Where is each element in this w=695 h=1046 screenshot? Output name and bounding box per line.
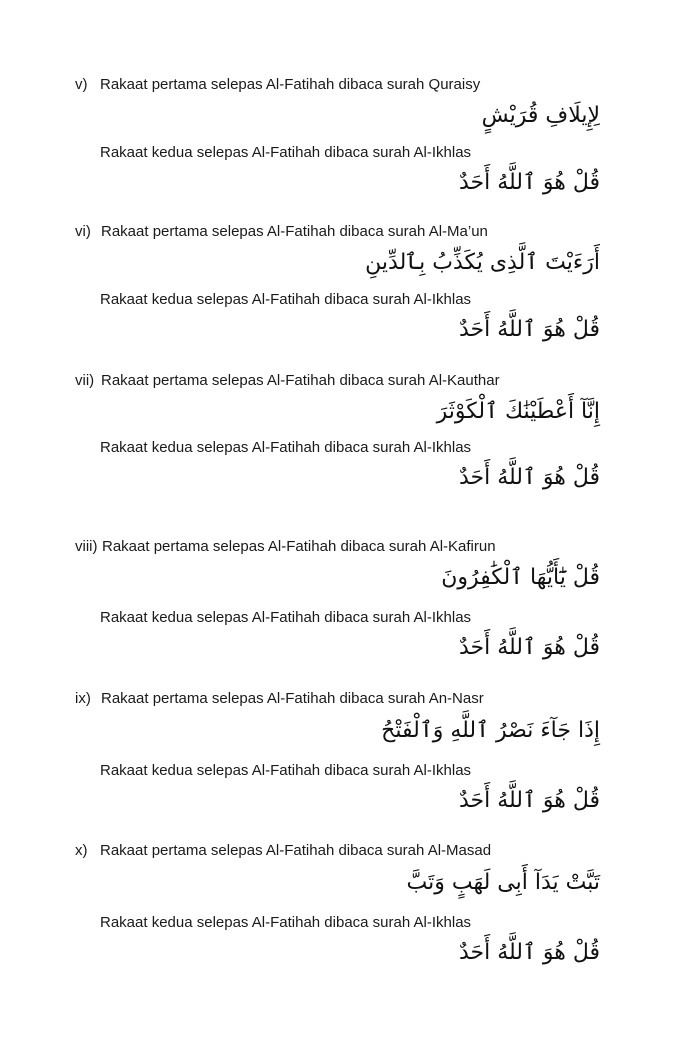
- first-rakaat-text: Rakaat pertama selepas Al-Fatihah dibaca surah An-Nasr: [101, 690, 484, 707]
- arabic-verse-nasr: إِذَا جَآءَ نَصْرُ ٱللَّهِ وَٱلْفَتْحُ: [381, 718, 600, 743]
- section-ix-first-line: [75, 690, 484, 708]
- section-number: ix): [75, 690, 91, 707]
- arabic-verse-ikhlas: قُلْ هُوَ ٱللَّهُ أَحَدٌ: [458, 635, 600, 660]
- first-rakaat-text: Rakaat pertama selepas Al-Fatihah dibaca surah Al-Kauthar: [101, 372, 500, 389]
- arabic-verse-maun: أَرَءَيْتَ ٱلَّذِى يُكَذِّبُ بِٱلدِّينِ: [365, 250, 600, 275]
- second-rakaat-text: Rakaat kedua selepas Al-Fatihah dibaca surah Al-Ikhlas: [100, 291, 472, 308]
- second-rakaat-text: Rakaat kedua selepas Al-Fatihah dibaca surah Al-Ikhlas: [100, 762, 472, 779]
- section-viii-first-line: [75, 538, 496, 556]
- second-rakaat-text: Rakaat kedua selepas Al-Fatihah dibaca surah Al-Ikhlas: [100, 914, 472, 931]
- arabic-verse-ikhlas: قُلْ هُوَ ٱللَّهُ أَحَدٌ: [458, 940, 600, 965]
- first-rakaat-text: Rakaat pertama selepas Al-Fatihah dibaca surah Al-Masad: [100, 842, 492, 859]
- section-vii-first-line: [75, 372, 500, 390]
- first-rakaat-text: Rakaat pertama selepas Al-Fatihah dibaca surah Al-Ma’un: [101, 223, 488, 240]
- second-rakaat-text: Rakaat kedua selepas Al-Fatihah dibaca surah Al-Ikhlas: [100, 439, 472, 456]
- section-v-first-line: [75, 76, 480, 94]
- second-rakaat-text: Rakaat kedua selepas Al-Fatihah dibaca surah Al-Ikhlas: [100, 609, 472, 626]
- second-rakaat-text: Rakaat kedua selepas Al-Fatihah dibaca surah Al-Ikhlas: [100, 144, 472, 161]
- section-number: viii): [75, 538, 98, 555]
- arabic-verse-ikhlas: قُلْ هُوَ ٱللَّهُ أَحَدٌ: [458, 465, 600, 490]
- arabic-verse-kafirun: قُلْ يَٰٓأَيُّهَا ٱلْكَٰفِرُونَ: [441, 565, 600, 590]
- section-vi-first-line: [75, 223, 488, 241]
- section-number: vi): [75, 223, 91, 240]
- arabic-verse-masad: تَبَّتْ يَدَآ أَبِى لَهَبٍ وَتَبَّ: [406, 870, 600, 895]
- section-number: x): [75, 842, 88, 859]
- arabic-verse-kauthar: إِنَّآ أَعْطَيْنَٰكَ ٱلْكَوْثَرَ: [436, 399, 600, 424]
- first-rakaat-text: Rakaat pertama selepas Al-Fatihah dibaca surah Quraisy: [100, 76, 481, 93]
- section-x-first-line: [75, 842, 491, 860]
- first-rakaat-text: Rakaat pertama selepas Al-Fatihah dibaca surah Al-Kafirun: [102, 538, 496, 555]
- arabic-verse-ikhlas: قُلْ هُوَ ٱللَّهُ أَحَدٌ: [458, 170, 600, 195]
- arabic-verse-ikhlas: قُلْ هُوَ ٱللَّهُ أَحَدٌ: [458, 788, 600, 813]
- section-number: v): [75, 76, 88, 93]
- arabic-verse-ikhlas: قُلْ هُوَ ٱللَّهُ أَحَدٌ: [458, 317, 600, 342]
- arabic-verse-quraisy: لِإِيلَافِ قُرَيْشٍ: [481, 103, 600, 128]
- section-number: vii): [75, 372, 95, 389]
